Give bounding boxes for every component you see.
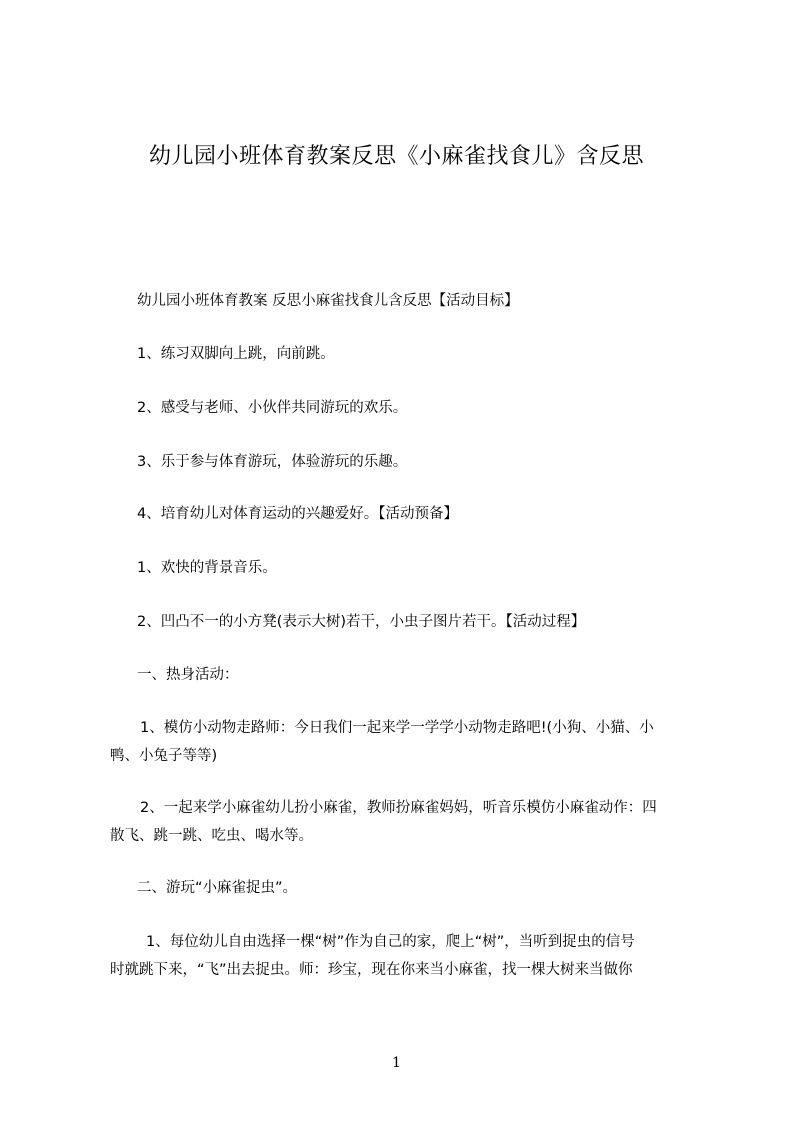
goal-item-4: 4、培育幼儿对体育运动的兴趣爱好。【活动预备】	[137, 506, 458, 522]
goal-item-2: 2、感受与老师、小伙伴共同游玩的欢乐。	[137, 400, 408, 416]
document-title: 幼儿园小班体育教案反思《小麻雀找食儿》含反思	[148, 144, 644, 169]
warmup-step-1-line-2: 鸭、小兔子等等)	[110, 748, 218, 764]
goal-item-1: 1、练习双脚向上跳，向前跳。	[137, 346, 335, 362]
warmup-step-1-line-1: 1、模仿小动物走路师：今日我们一起来学一学学小动物走路吧!(小狗、小猫、小	[140, 720, 654, 736]
goal-item-3: 3、乐于参与体育游玩，体验游玩的乐趣。	[137, 454, 408, 470]
section-heading-warmup: 一、热身活动：	[137, 667, 239, 683]
page-number: 1	[392, 1055, 401, 1071]
section-heading-game: 二、游玩“小麻雀捉虫”。	[137, 880, 298, 896]
intro-line: 幼儿园小班体育教案 反思小麻雀找食儿含反思【活动目标】	[137, 293, 519, 309]
prep-item-1: 1、欢快的背景音乐。	[137, 560, 277, 576]
warmup-step-2-line-2: 散飞、跳一跳、吃虫、喝水等。	[110, 828, 313, 844]
game-step-1-line-2: 时就跳下来，“飞”出去捉虫。师：珍宝，现在你来当小麻雀，找一棵大树来当做你	[110, 962, 633, 978]
game-step-1-line-1: 1、每位幼儿自由选择一棵“树”作为自己的家，爬上“树”，当听到捉虫的信号	[146, 934, 635, 950]
warmup-step-2-line-1: 2、一起来学小麻雀幼儿扮小麻雀，教师扮麻雀妈妈，听音乐模仿小麻雀动作：四	[140, 800, 657, 816]
prep-item-2: 2、凹凸不一的小方凳(表示大树)若干，小虫子图片若干。【活动过程】	[137, 614, 586, 630]
